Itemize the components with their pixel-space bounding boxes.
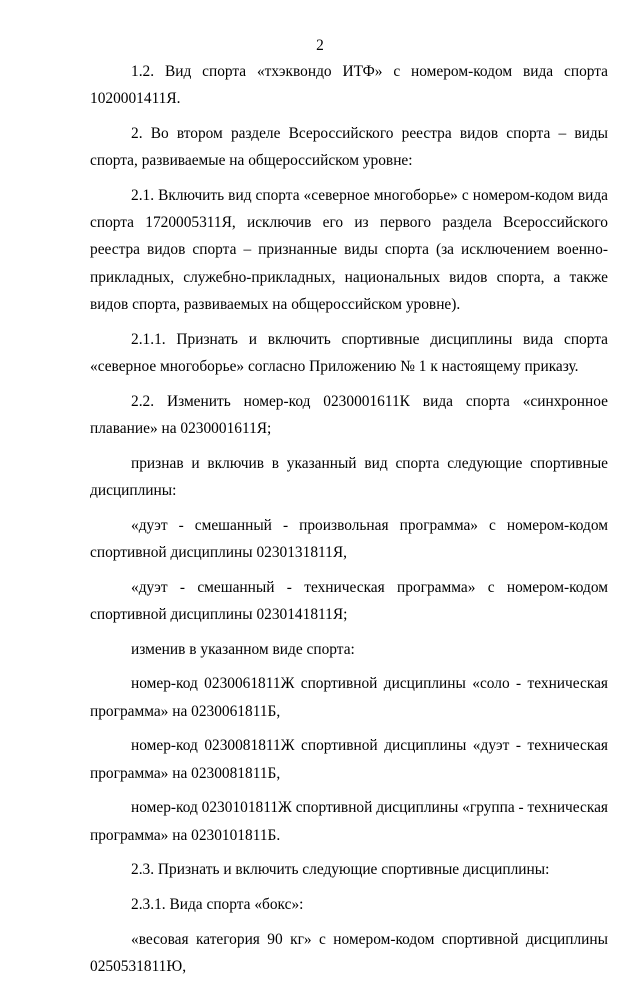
paragraph-2-1-1: 2.1.1. Признать и включить спортивные дисциплины вида спорта «северное многоборье» согласно Приложению № 1 к настоящему приказу.: [90, 330, 608, 375]
paragraph-2-3: 2.3. Признать и включить следующие спортивные дисциплины:: [131, 861, 550, 879]
code-change-duet: номер-код 0230081811Ж спортивной дисциплины «дуэт - техническая программа» на 0230081811Б,: [90, 737, 608, 782]
paragraph-2-2-change: изменив в указанном виде спорта:: [131, 640, 355, 658]
page-number: 2: [316, 37, 324, 54]
paragraph-2-2-admit: признав и включив в указанный вид спорта следующие спортивные дисциплины:: [90, 454, 608, 499]
paragraph-2-2: 2.2. Изменить номер-код 0230001611К вида спорта «синхронное плавание» на 0230001611Я;: [90, 392, 608, 437]
paragraph-2-3-1: 2.3.1. Вида спорта «бокс»:: [131, 896, 304, 914]
discipline-boxing-90kg: «весовая категория 90 кг» с номером-кодом спортивной дисциплины 0250531811Ю,: [90, 931, 608, 976]
code-change-group: номер-код 0230101811Ж спортивной дисциплины «группа - техническая программа» на 0230101811Б.: [90, 799, 608, 844]
discipline-duet-mixed-tech: «дуэт - смешанный - техническая программа» с номером-кодом спортивной дисциплины 0230141811Я;: [90, 578, 608, 623]
discipline-duet-mixed-free: «дуэт - смешанный - произвольная программа» с номером-кодом спортивной дисциплины 0230131811Я,: [90, 516, 608, 561]
document-body: [90, 58, 608, 988]
paragraph-2: 2. Во втором разделе Всероссийского реестра видов спорта – виды спорта, развиваемые на общероссийском уровне:: [90, 125, 608, 170]
code-change-solo: номер-код 0230061811Ж спортивной дисциплины «соло - техническая программа» на 0230061811Б,: [90, 675, 608, 720]
paragraph-2-1: 2.1. Включить вид спорта «северное многоборье» с номером-кодом вида спорта 1720005311Я, исключив его из первого раздела Всероссийского реестра видов спорта – признанные виды спорта (за исключением военно-прикладных, служебно-прикладных, национальных видов спорта, а также видов спорта, развиваемых на общероссийском уровне).: [90, 187, 608, 313]
paragraph-1-2: 1.2. Вид спорта «тхэквондо ИТФ» с номером-кодом вида спорта 1020001411Я.: [90, 63, 608, 108]
